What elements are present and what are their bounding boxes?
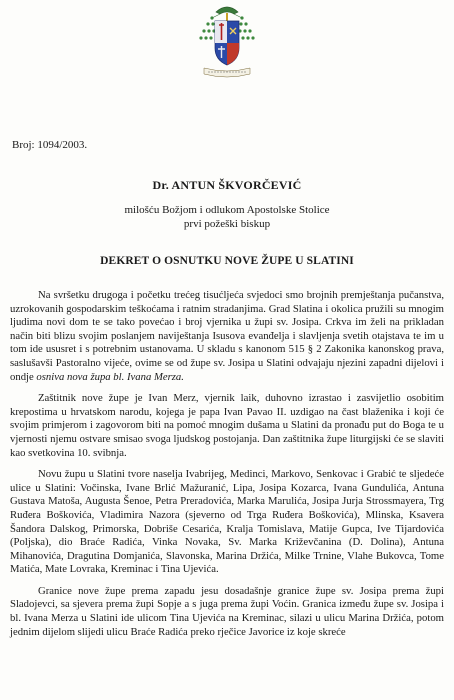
paragraph: Zaštitnik nove župe je Ivan Merz, vjernik laik, duhovno izrastao i zasvijetlio osobitim krepostima u hrvatskom narodu, kojega je papa Ivan Pavao II. uzdigao na čast blaženika i koji će svojim primjerom i zagovorom biti na pomoć mnogim dušama u Slatini da pronađu put do Boga te u vjernosti njemu ostvare smisao svoga ljudskog postojanja. Dan zaštitnika župe liturgijski će se slaviti kao svetkovina 10. svibnja.: [10, 392, 444, 459]
paragraph: Granice nove župe prema zapadu jesu dosadašnje granice župe sv. Josipa prema župi Sladojevci, sa sjevera prema župi Sopje a s juga prema župi Voćin. Granica između župe sv. Josipa i bl. Ivana Merza u Slatini ide ulicom Tina Ujevića na Kreminac, silazi u ulicu Marina Držića, potom jednim dijelom slijedi ulicu Braće Radića preko rječice Javorice iz koje skreće: [10, 584, 444, 638]
subtitle-line: milošću Božjom i odlukom Apostolske Stolice: [124, 204, 330, 216]
author-name: Dr. ANTUN ŠKVORČEVIĆ: [152, 178, 302, 192]
reference-number: Broj: 1094/2003.: [12, 139, 88, 151]
decree-title: DEKRET O OSNUTKU NOVE ŽUPE U SLATINI: [100, 255, 354, 267]
italic-text: osniva nova župa bl. Ivana Merza.: [36, 370, 184, 383]
document-body: [10, 289, 444, 647]
subtitle-line: prvi požeški biskup: [183, 218, 271, 230]
paragraph: [10, 289, 444, 384]
author-subtitle: [0, 203, 454, 231]
paragraph-text: Na svršetku drugoga i početku trećeg tisućljeća svjedoci smo brojnih premještanja pučanstva, uzrokovanih gospodarskim teškoćama i ratnim stradanjima. Grad Slatina i okolica pružili su mnogim ljudima novi dom te se tako povećao i broj vjernika u župi sv. Josipa. Crkva im želi na prikladan način biti blizu svojim poslanjem naviještanja Isusova evanđelja i slavljenja svetih otajstava te im u tom ide ususret i s potrebnim ustanovama. U skladu s kanonom 515 § 2 Zakonika kanonskog prava, saslušavši Pastoralno vijeće, ovime se od župe sv. Josipa u Slatini odvajaju njezini zapadni dijelovi i ondje: [10, 289, 444, 383]
bishop-coat-of-arms-icon: [194, 2, 260, 80]
paragraph: Novu župu u Slatini tvore naselja Ivabrijeg, Medinci, Markovo, Senkovac i Grabić te sljedeće ulice u Slatini: Vočinska, Ivane Brlić Mažuranić, Lipa, Josipa Kozarca, Ivana Gundulića, Antuna Gustava Matoša, Augusta Šenoe, Petra Preradovića, Marka Marulića, Josipa Jurja Strossmayera, Trg Ruđera Boškovića, Vladimira Nazora (sjeverno od Trga Ruđera Boškovića), Mlinska, Ksavera Šandora Dalskog, Primorska, Dobriše Cesarića, Kralja Tomislava, Matije Gupca, Ive Tijardovića (Poljska), dio Braće Radića, Vinka Novaka, Sv. Marka Križevčanina (D. Dolina), Antuna Mihanovića, Dragutina Domjanića, Slavonska, Marina Držića, Milke Trnine, Vlahe Bukovca, Tome Matića, Mate Lovraka, Kreminac i Tina Ujevića.: [10, 468, 444, 576]
